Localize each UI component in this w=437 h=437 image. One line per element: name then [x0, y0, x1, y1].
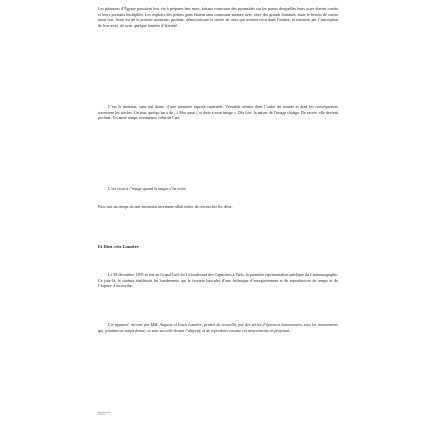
paragraph-cinema-text: Le 28 décembre 1895 se tint au Grand Café du 14 boulevard des Capucines à Paris, la première représentation publique du Cinématographe. Ce jour-là, le cinéma établissait les fondements qui le feraient basculer d’une technique d’enregistrement et de reproduction du temps et de l’espace, à un mythe.: [98, 272, 338, 289]
footer-stamp-text: Page: [98, 412, 106, 416]
paragraph-rupture: [98, 104, 338, 121]
paragraph-appareil: [98, 322, 338, 333]
section-heading: [98, 244, 338, 250]
paragraph-invention: [98, 204, 338, 210]
paragraph-intro-text: Les pharaons d’Égypte passaient leur vie à préparer leur mort, faisant construire des pyramides sur les parois desquelles leurs actes étaient contés et leurs portraits multipliés. Les exploits des petites gens étaient sans commune mesure avec ceux des grands hommes, mais le besoin de survie aussi fort. Ainsi est né le portrait anonyme, profane, démocratisant la survie de ceux qui avaient vécu dans l’ombre, et tentaient par l’inscription de leur mort, de ravir quelque lumière d’éternité.: [98, 6, 338, 29]
section-heading-text: Et Dieu créa Lumière: [98, 244, 139, 249]
paragraph-rupture-text: C’est le moment, sans nul doute, d’une première rupture repérable. Véritable séisme dans l’ordre du monde et dont les conséquences traversent les siècles. Un jour, quelqu’un a dit : « Moi aussi j’ai droit à mon image ». Dès lors, la nature de l’image change. De sacrée, elle devient profane. Un autre temps commence, celui de l’art.: [98, 104, 338, 121]
paragraph-cinema: [98, 272, 338, 289]
quote: [98, 186, 338, 192]
footer-stamp: [98, 412, 110, 422]
quote-text: L’art vient à l’image quand la magie s’en retire.: [108, 186, 188, 191]
paragraph-invention-text: Puis vint un temps où une invention incertaine allait tenter de réconcilier les deux.: [98, 204, 233, 209]
paragraph-intro: [98, 6, 338, 29]
paragraph-appareil-text: Cet appareil, inventé par MM. Auguste et Louis Lumière, permet de recueillir, par des séries d’épreuves instantanées, tous les mouvements qui, pendant un temps donné, se sont succédé devant l’objectif, et de reproduire ensuite ces mouvements en projetant...: [98, 322, 338, 333]
